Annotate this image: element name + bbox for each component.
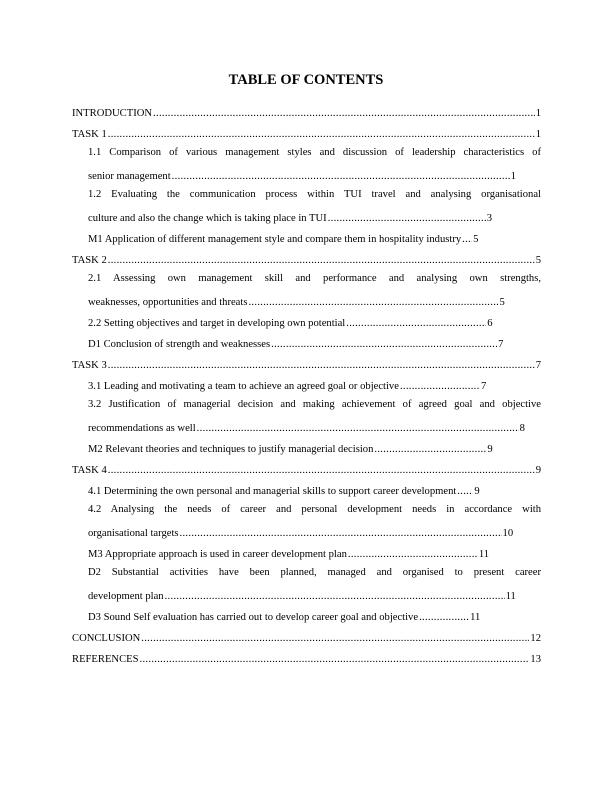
toc-page-number: 7 [535,360,541,371]
toc-entry-4-1[interactable] [72,478,541,499]
toc-entry-2-2[interactable] [72,310,541,331]
table-of-contents [72,100,541,667]
toc-page-number: 11 [470,612,481,623]
toc-entry-text-continued: culture and also the change which is taking place in TUI [88,213,327,224]
page-title: TABLE OF CONTENTS [228,72,384,88]
toc-entry-text-continued: recommendations as well [88,423,196,434]
toc-entry-text: 1.1 Comparison of various management styles and discussion of leadership characteristics of [88,147,541,158]
toc-entry-task-3[interactable] [72,352,541,373]
toc-entry-conclusion[interactable] [72,625,541,646]
toc-entry-text: TASK 4 [72,465,107,476]
toc-entry-text: TASK 3 [72,360,107,371]
toc-leader [141,632,529,646]
toc-entry-2-1[interactable] [72,268,541,310]
toc-leader [457,485,473,499]
toc-entry-1-2[interactable] [72,184,541,226]
toc-entry-text: 2.1 Assessing own management skill and performance and analysing own strengths, [88,273,541,284]
toc-entry-task-2[interactable] [72,247,541,268]
toc-page-number: 5 [535,255,541,266]
toc-leader [165,590,505,604]
toc-leader [153,107,535,121]
toc-page-number: 11 [478,549,490,560]
toc-page-number: 9 [535,465,541,476]
toc-leader [348,548,478,562]
toc-leader [108,359,535,373]
toc-entry-4-2[interactable] [72,499,541,541]
toc-page-number: 1 [535,129,541,140]
toc-entry-m1[interactable] [72,226,541,247]
toc-entry-text: D2 Substantial activities have been planned, managed and organised to present career [88,567,541,578]
toc-entry-text: D3 Sound Self evaluation has carried out to develop career goal and objective [88,612,419,623]
toc-entry-m2[interactable] [72,436,541,457]
toc-entry-1-1[interactable] [72,142,541,184]
toc-leader [400,380,480,394]
toc-leader [462,233,472,247]
toc-leader [374,443,486,457]
toc-page-number: 11 [505,591,516,602]
toc-entry-text: M1 Application of different management style and compare them in hospitality industry [88,234,462,245]
toc-entry-task-1[interactable] [72,121,541,142]
toc-page-number: 7 [498,339,504,350]
toc-page-number: 5 [499,297,505,308]
toc-leader [419,611,469,625]
toc-entry-3-1[interactable] [72,373,541,394]
toc-entry-d2[interactable] [72,562,541,604]
toc-entry-text-continued: development plan [88,591,164,602]
toc-entry-task-4[interactable] [72,457,541,478]
toc-leader [172,170,510,184]
toc-leader [197,422,519,436]
toc-entry-text: REFERENCES [72,654,139,665]
toc-entry-3-2[interactable] [72,394,541,436]
toc-leader [271,338,497,352]
toc-entry-d3[interactable] [72,604,541,625]
toc-entry-text: 3.2 Justification of managerial decision and making achievement of agreed goal and objective [88,399,541,410]
toc-entry-text: 1.2 Evaluating the communication process within TUI travel and analysing organisational [88,189,541,200]
toc-entry-text: CONCLUSION [72,633,141,644]
toc-entry-references[interactable] [72,646,541,667]
toc-entry-text: 2.2 Setting objectives and target in developing own potential [88,318,346,329]
toc-leader [108,464,535,478]
toc-leader [328,212,486,226]
toc-leader [108,254,535,268]
toc-leader [180,527,502,541]
toc-entry-text: 3.1 Leading and motivating a team to achieve an agreed goal or objective [88,381,399,392]
toc-page-number: 8 [519,423,525,434]
toc-leader [140,653,530,667]
toc-page-number: 13 [530,654,541,665]
toc-entry-text: D1 Conclusion of strength and weaknesses [88,339,271,350]
toc-entry-text-continued: organisational targets [88,528,179,539]
toc-entry-text: M2 Relevant theories and techniques to justify managerial decision [88,444,374,455]
toc-page-number: 6 [487,318,493,329]
toc-leader [248,296,498,310]
toc-page-number: 3 [486,213,492,224]
toc-page-number: 12 [530,633,541,644]
toc-entry-text-continued: senior management [88,171,171,182]
toc-entry-text: 4.2 Analysing the needs of career and personal development needs in accordance with [88,504,541,515]
toc-entry-text: 4.1 Determining the own personal and managerial skills to support career development [88,486,457,497]
toc-entry-introduction[interactable] [72,100,541,121]
toc-leader [108,128,535,142]
toc-entry-d1[interactable] [72,331,541,352]
toc-entry-m3[interactable] [72,541,541,562]
toc-entry-text: M3 Appropriate approach is used in career development plan [88,549,347,560]
toc-page-number: 10 [502,528,514,539]
toc-page-number: 9 [487,444,493,455]
toc-page-number: 1 [535,108,541,119]
toc-page-number: 7 [480,381,487,392]
toc-page-number: 9 [474,486,480,497]
toc-page-number: 1 [510,171,516,182]
toc-leader [346,317,486,331]
toc-entry-text: TASK 1 [72,129,107,140]
toc-entry-text: TASK 2 [72,255,107,266]
toc-page-number: 5 [473,234,479,245]
toc-entry-text-continued: weaknesses, opportunities and threats [88,297,248,308]
toc-entry-text: INTRODUCTION [72,108,153,119]
